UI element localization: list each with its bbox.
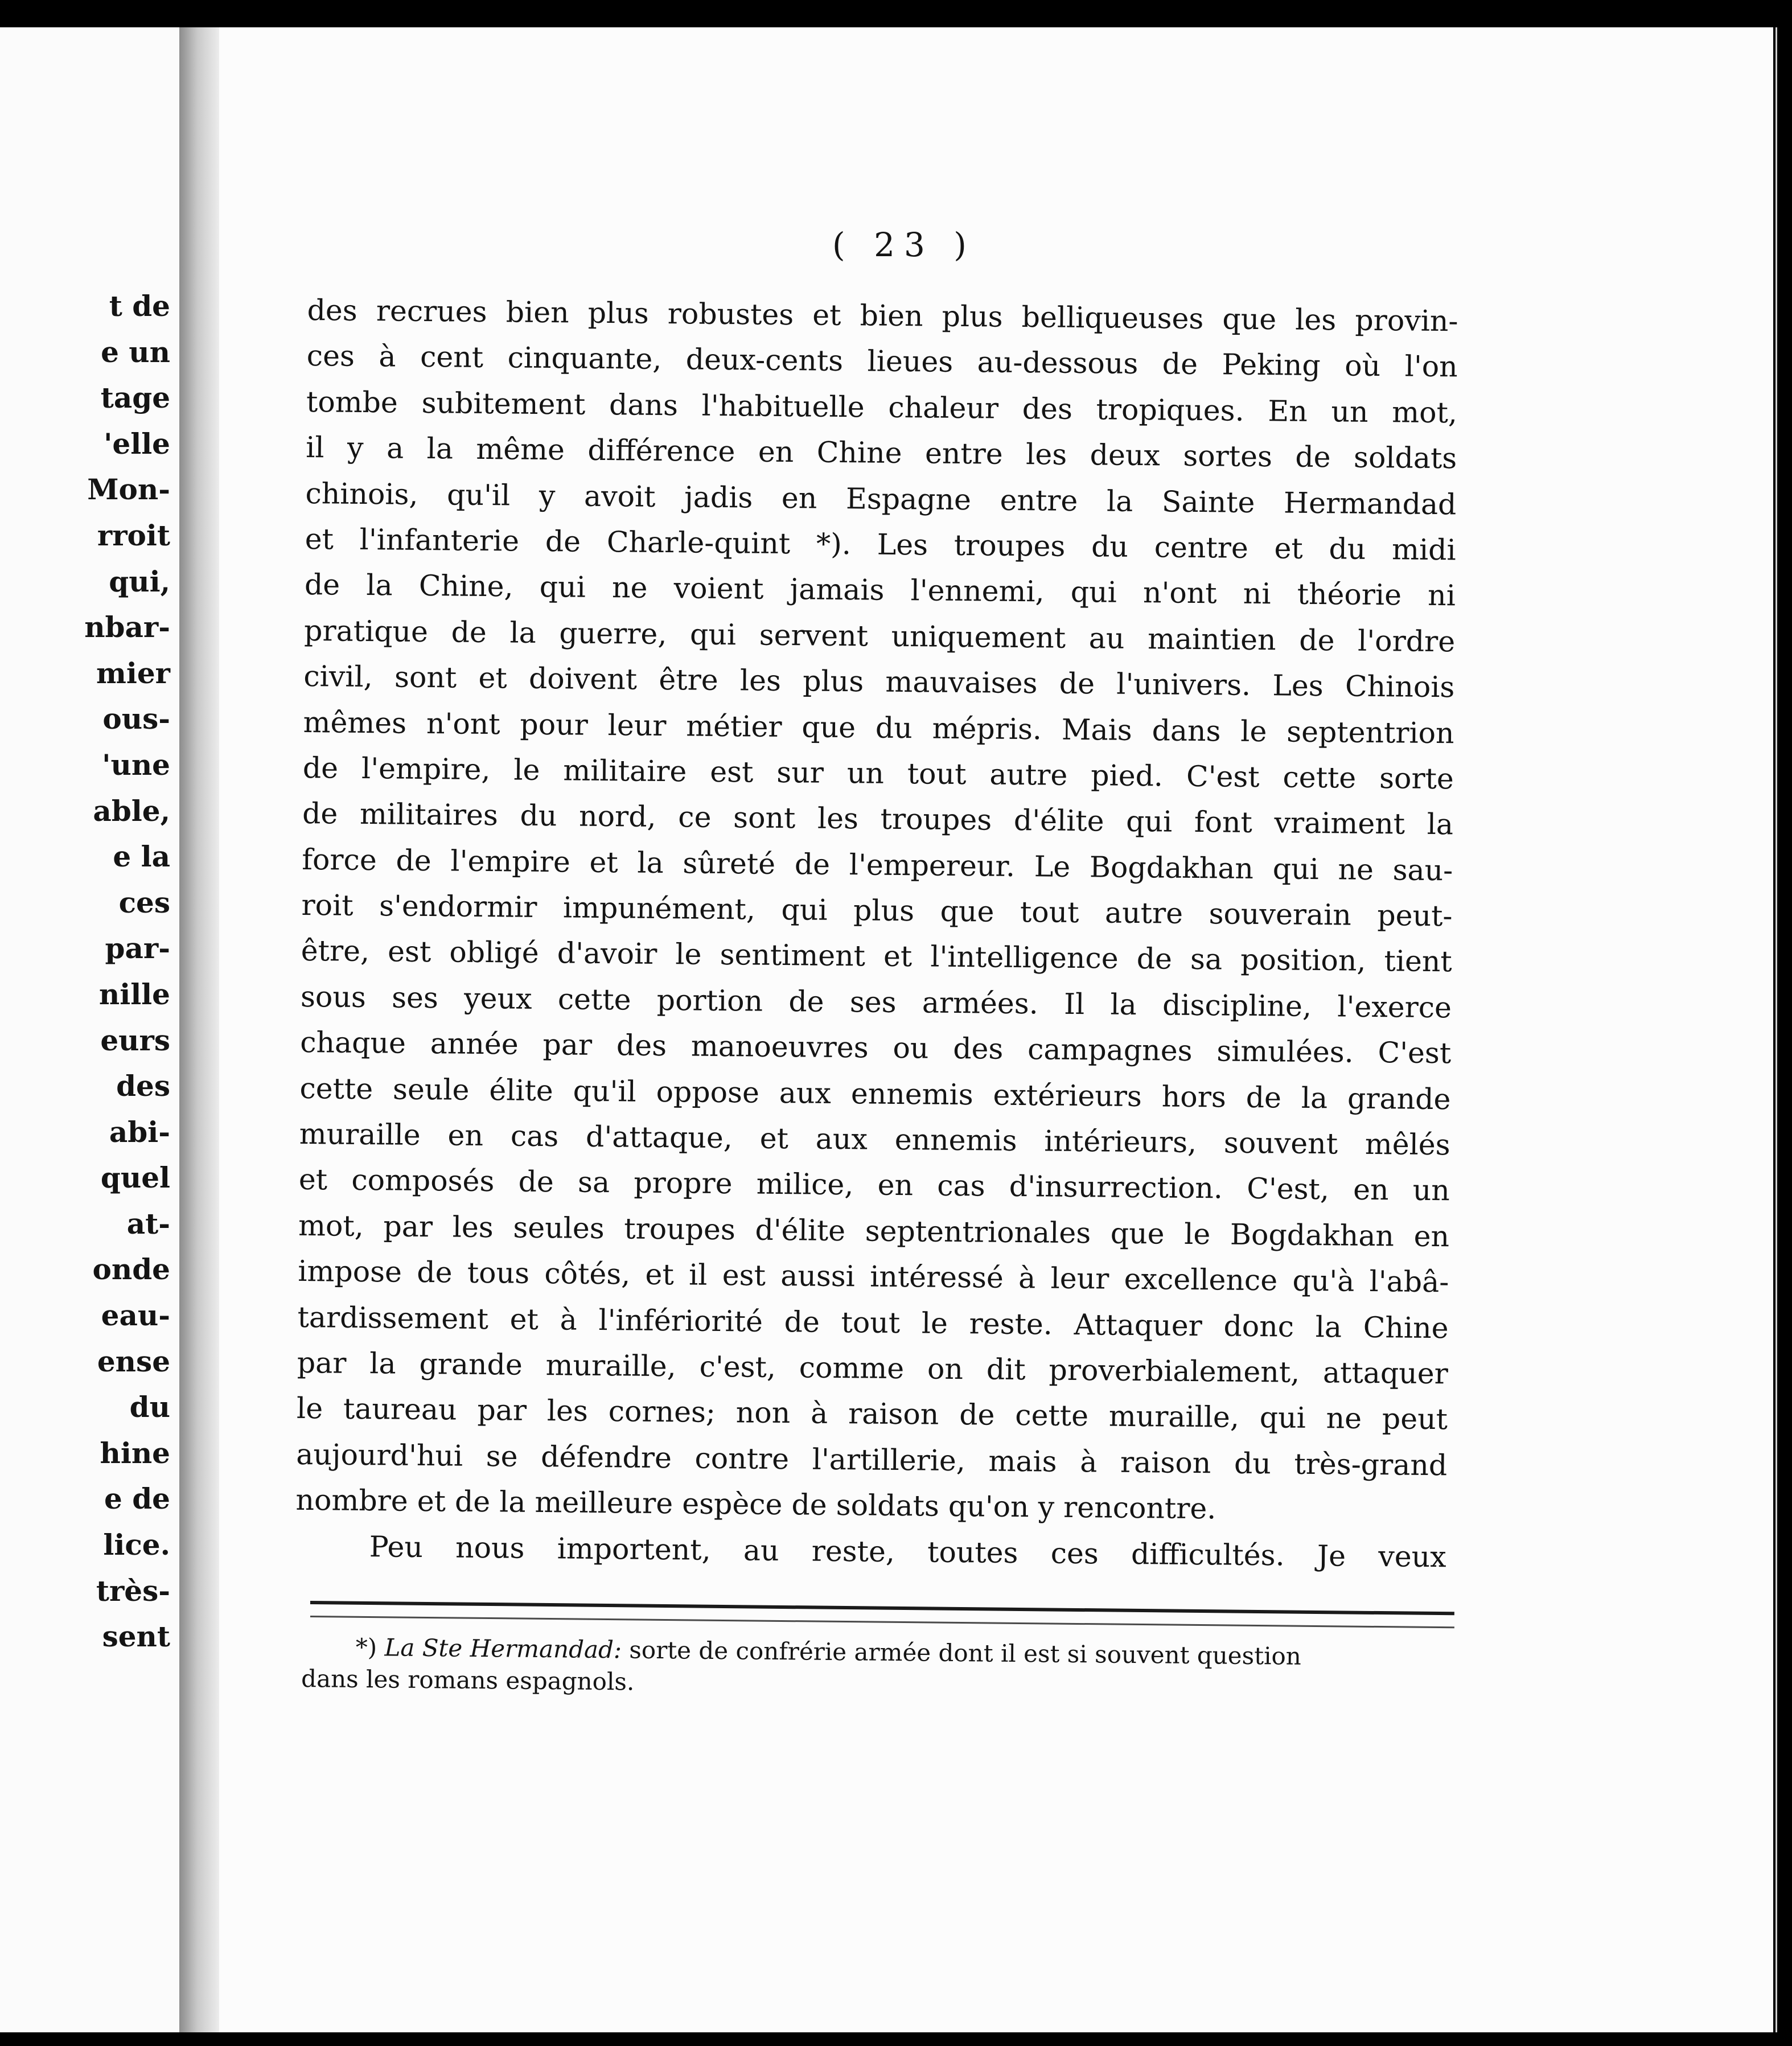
left-page-text — [84, 284, 170, 1660]
text-line: des recrues bien plus robustes et bien plus belliqueuses que les provin- — [307, 293, 1458, 338]
text-line: de militaires du nord, ce sont les troupes d'élite qui font vraiment la — [302, 796, 1454, 841]
text-line: et l'infanterie de Charle-quint *). Les troupes du centre et du midi — [305, 521, 1456, 567]
text-line: être, est obligé d'avoir le sentiment et l'intelligence de sa position, tient — [301, 934, 1453, 979]
scan-border-bottom — [0, 2032, 1792, 2046]
text-line: sous ses yeux cette portion de ses armées. Il la discipline, l'exerce — [300, 979, 1452, 1025]
left-fragment: able, — [93, 794, 170, 828]
left-fragment: nille — [98, 977, 170, 1011]
text-line: de l'empire, le militaire est sur un tout autre pied. C'est cette sorte — [302, 750, 1454, 796]
text-line: impose de tous côtés, et il est aussi intéressé à leur excellence qu'à l'abâ- — [298, 1254, 1449, 1299]
text-line: muraille en cas d'attaque, et aux ennemis intérieurs, souvent mêlés — [299, 1116, 1450, 1162]
left-fragment: tage — [100, 381, 170, 415]
footnote-marker: *) — [355, 1633, 377, 1662]
text-line: civil, sont et doivent être les plus mauvaises de l'univers. Les Chinois — [303, 659, 1455, 704]
left-fragment: onde — [92, 1252, 170, 1287]
left-fragment: mier — [96, 656, 170, 690]
text-line: il y a la même différence en Chine entre les deux sortes de soldats — [306, 430, 1457, 475]
page-number: ( 23 ) — [832, 225, 976, 264]
text-line: tardissement et à l'infériorité de tout le reste. Attaquer donc la Chine — [297, 1300, 1449, 1345]
left-fragment: très- — [96, 1573, 170, 1608]
text-line: cette seule élite qu'il oppose aux ennemis extérieurs hors de la grande — [299, 1071, 1451, 1116]
left-fragment: 'une — [102, 747, 170, 782]
left-fragment: at- — [126, 1206, 170, 1240]
left-fragment: lice. — [103, 1528, 170, 1562]
left-fragment: rroit — [97, 518, 170, 552]
left-fragment: quel — [100, 1161, 170, 1195]
text-line: et composés de sa propre milice, en cas d'insurrection. C'est, en un — [298, 1162, 1450, 1207]
left-fragment: par- — [105, 931, 170, 966]
left-fragment: Mon- — [87, 473, 170, 507]
left-fragment: qui, — [109, 564, 170, 598]
left-fragment: hine — [100, 1436, 170, 1470]
text-line: force de l'empire et la sûreté de l'empereur. Le Bogdakhan qui ne sau- — [302, 842, 1453, 888]
text-line: nombre et de la meilleure espèce de soldats qu'on y rencontre. — [295, 1483, 1216, 1526]
left-fragment: eau- — [101, 1299, 170, 1333]
left-fragment: nbar- — [84, 610, 170, 644]
text-line: mêmes n'ont pour leur métier que du mépris. Mais dans le septentrion — [303, 705, 1454, 750]
text-line: chaque année par des manoeuvres ou des campagnes simulées. C'est — [299, 1025, 1452, 1070]
footnote-line-2: dans les romans espagnols. — [301, 1664, 635, 1696]
text-line: chinois, qu'il y avoit jadis en Espagne entre la Sainte Hermandad — [305, 476, 1457, 521]
left-fragment: 'elle — [104, 426, 170, 461]
text-line-paragraph-start: Peu nous importent, au reste, toutes ces difficultés. Je veux — [369, 1529, 1446, 1573]
text-line: le taureau par les cornes; non à raison de cette muraille, qui ne peut — [296, 1391, 1448, 1436]
left-fragment: des — [116, 1069, 170, 1103]
left-fragment: ous- — [102, 702, 170, 736]
left-fragment: sent — [102, 1620, 170, 1654]
left-fragment: e un — [101, 335, 170, 369]
left-fragment: du — [129, 1390, 170, 1424]
left-fragment: ces — [118, 885, 170, 919]
scan-border-right — [1773, 27, 1792, 2032]
text-line: par la grande muraille, c'est, comme on dit proverbialement, attaquer — [297, 1345, 1449, 1391]
left-page — [0, 27, 179, 2032]
scan-border-top — [0, 0, 1792, 27]
footnote — [301, 1631, 1453, 1706]
book-gutter-shadow — [179, 27, 219, 2032]
text-line: de la Chine, qui ne voient jamais l'ennemi, qui n'ont ni théorie ni — [304, 568, 1456, 613]
left-fragment: e de — [104, 1482, 170, 1516]
text-line: pratique de la guerre, qui servent uniquement au maintien de l'ordre — [303, 613, 1456, 659]
text-line: tombe subitement dans l'habituelle chaleur des tropiques. En un mot, — [306, 384, 1458, 430]
left-fragment: t de — [109, 289, 170, 323]
left-fragment: e la — [113, 840, 170, 874]
text-line: aujourd'hui se défendre contre l'artillerie, mais à raison du très-grand — [296, 1437, 1448, 1482]
footnote-term: La Ste Hermandad: — [384, 1633, 622, 1664]
left-fragment: ense — [97, 1344, 170, 1378]
text-line: ces à cent cinquante, deux-cents lieues au-dessous de Peking où l'on — [306, 339, 1458, 384]
body-text — [295, 287, 1458, 1580]
footnote-text: sorte de confrérie armée dont il est si souvent question — [629, 1636, 1302, 1670]
text-line: mot, par les seules troupes d'élite septentrionales que le Bogdakhan en — [298, 1208, 1450, 1254]
left-fragment: eurs — [100, 1023, 170, 1057]
text-line: roit s'endormir impunément, qui plus que tout autre souverain peut- — [301, 888, 1453, 933]
left-fragment: abi- — [109, 1115, 170, 1149]
